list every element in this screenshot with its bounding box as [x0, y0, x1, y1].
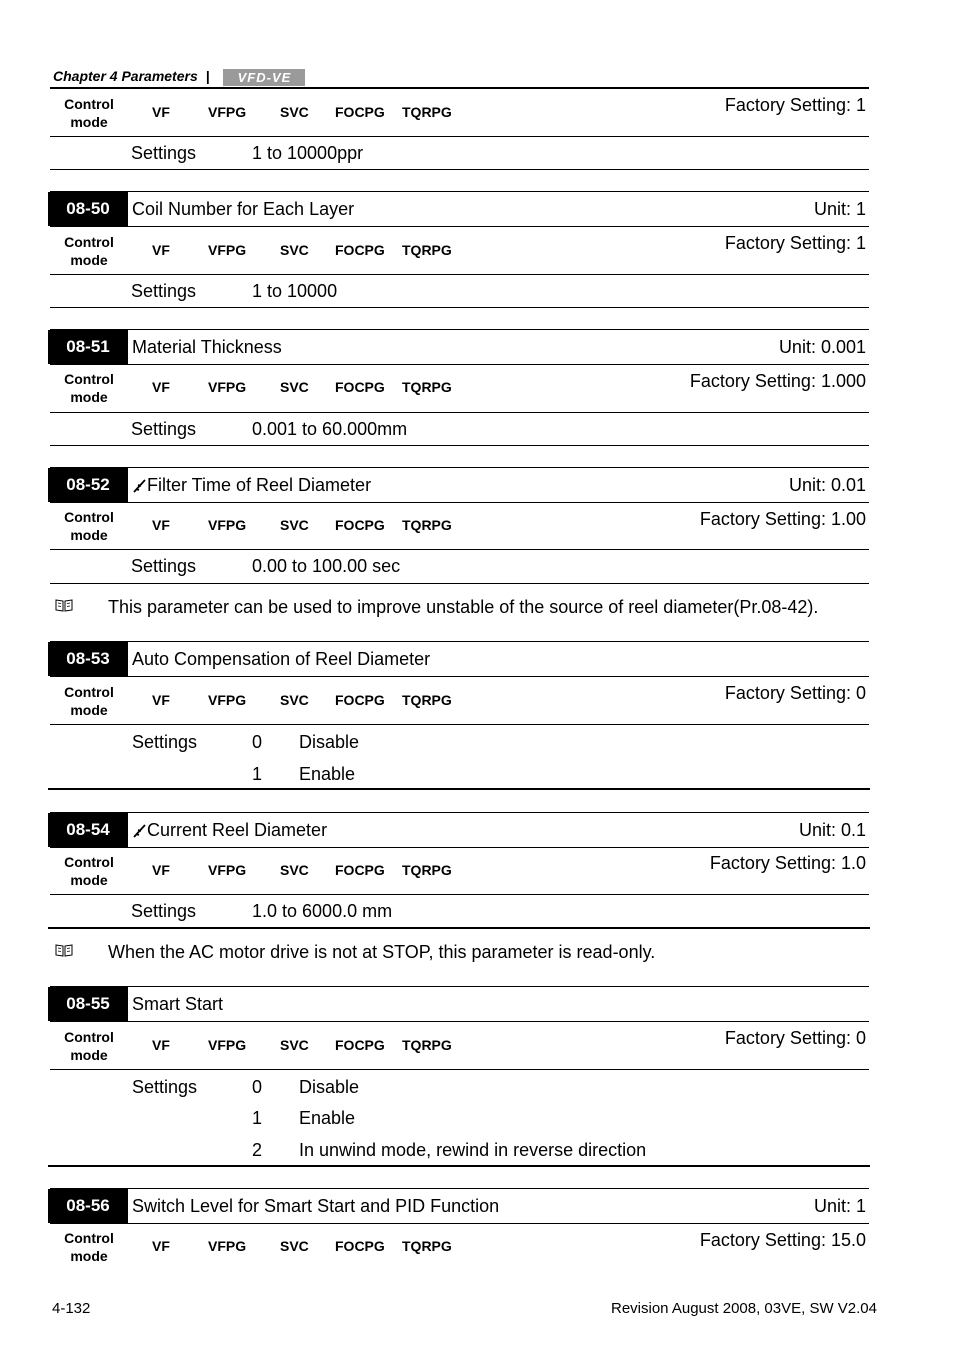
book-icon	[55, 944, 73, 957]
divider	[50, 847, 869, 848]
param-number: 08-56	[48, 1189, 128, 1223]
note-text: This parameter can be used to improve unstable of the source of reel diameter(Pr.08-42).	[108, 597, 819, 617]
settings-label: Settings	[131, 901, 197, 921]
control-mode-label: Control mode	[64, 234, 114, 268]
option-value: 1	[252, 764, 263, 784]
factory-setting: Factory Setting: 15.0	[699, 1230, 866, 1250]
mode-svc: SVC	[280, 517, 309, 533]
option-label: Enable	[299, 1108, 356, 1128]
mode-tqrpg: TQRPG	[402, 1238, 452, 1254]
mode-vf: VF	[152, 862, 170, 878]
divider	[50, 1223, 869, 1224]
mode-tqrpg: TQRPG	[402, 242, 452, 258]
param-number: 08-51	[48, 330, 128, 364]
mode-vf: VF	[152, 1238, 170, 1254]
settings-range: 0.001 to 60.000mm	[252, 419, 408, 439]
divider	[50, 136, 869, 137]
divider	[50, 894, 869, 895]
settings-range: 0.00 to 100.00 sec	[252, 556, 401, 576]
write-during-run-icon	[132, 823, 147, 838]
mode-tqrpg: TQRPG	[402, 692, 452, 708]
settings-label: Settings	[131, 281, 197, 301]
mode-vfpg: VFPG	[208, 517, 247, 533]
mode-tqrpg: TQRPG	[402, 104, 452, 120]
divider	[50, 502, 869, 503]
mode-svc: SVC	[280, 862, 309, 878]
factory-setting: Factory Setting: 1	[724, 233, 866, 253]
divider	[50, 1021, 869, 1022]
control-mode-label: Control mode	[64, 96, 114, 130]
mode-tqrpg: TQRPG	[402, 517, 452, 533]
mode-vfpg: VFPG	[208, 1238, 247, 1254]
settings-range: 1 to 10000	[252, 281, 338, 301]
factory-setting: Factory Setting: 0	[724, 683, 866, 703]
page-number: 4-132	[52, 1300, 91, 1317]
mode-tqrpg: TQRPG	[402, 379, 452, 395]
param-title-row	[132, 468, 371, 502]
param-title-row	[132, 813, 327, 847]
param-number: 08-55	[48, 987, 128, 1021]
note-text: When the AC motor drive is not at STOP, this parameter is read-only.	[108, 942, 656, 962]
divider	[50, 1069, 869, 1070]
control-mode-label: Control mode	[64, 509, 114, 543]
mode-tqrpg: TQRPG	[402, 862, 452, 878]
mode-vfpg: VFPG	[208, 862, 247, 878]
mode-vf: VF	[152, 1037, 170, 1053]
param-title: Filter Time of Reel Diameter	[147, 475, 372, 495]
factory-setting: Factory Setting: 1.0	[709, 853, 866, 873]
option-label: Disable	[299, 1077, 360, 1097]
divider	[48, 788, 870, 790]
param-unit: Unit: 1	[813, 1196, 866, 1216]
mode-svc: SVC	[280, 242, 309, 258]
settings-label: Settings	[132, 732, 198, 752]
divider	[50, 549, 869, 550]
control-mode-label: Control mode	[64, 1029, 114, 1063]
mode-focpg: FOCPG	[335, 379, 385, 395]
divider	[50, 676, 869, 677]
param-unit: Unit: 0.001	[778, 337, 866, 357]
settings-label: Settings	[131, 419, 197, 439]
factory-setting: Factory Setting: 1.00	[699, 509, 866, 529]
revision-info: Revision August 2008, 03VE, SW V2.04	[611, 1300, 877, 1317]
param-number: 08-50	[48, 192, 128, 226]
mode-tqrpg: TQRPG	[402, 1037, 452, 1053]
param-title: Coil Number for Each Layer	[132, 199, 355, 219]
mode-vfpg: VFPG	[208, 1037, 247, 1053]
option-label: Enable	[299, 764, 356, 784]
control-mode-label: Control mode	[64, 371, 114, 405]
settings-label: Settings	[131, 556, 197, 576]
mode-vf: VF	[152, 517, 170, 533]
option-value: 2	[252, 1140, 263, 1160]
factory-setting: Factory Setting: 1	[724, 95, 866, 115]
settings-range: 1.0 to 6000.0 mm	[252, 901, 393, 921]
mode-focpg: FOCPG	[335, 692, 385, 708]
mode-vfpg: VFPG	[208, 104, 247, 120]
divider	[50, 445, 869, 446]
mode-focpg: FOCPG	[335, 104, 385, 120]
mode-vfpg: VFPG	[208, 379, 247, 395]
param-number: 08-54	[48, 813, 128, 847]
mode-svc: SVC	[280, 379, 309, 395]
param-unit: Unit: 0.1	[798, 820, 866, 840]
mode-svc: SVC	[280, 1238, 309, 1254]
header-separator: |	[205, 68, 210, 84]
param-title: Switch Level for Smart Start and PID Function	[132, 1196, 500, 1216]
mode-vfpg: VFPG	[208, 692, 247, 708]
write-during-run-icon	[132, 478, 147, 493]
factory-setting: Factory Setting: 1.000	[689, 371, 866, 391]
divider	[50, 87, 869, 89]
settings-range: 1 to 10000ppr	[252, 143, 364, 163]
chapter-title: Chapter 4 Parameters	[53, 68, 198, 84]
param-title: Smart Start	[132, 994, 224, 1014]
mode-focpg: FOCPG	[335, 242, 385, 258]
param-title: Material Thickness	[132, 337, 282, 357]
divider	[50, 724, 869, 725]
mode-vf: VF	[152, 104, 170, 120]
mode-vf: VF	[152, 379, 170, 395]
divider	[50, 169, 869, 170]
settings-label: Settings	[132, 1077, 198, 1097]
mode-vf: VF	[152, 692, 170, 708]
divider	[48, 1165, 870, 1167]
control-mode-label: Control mode	[64, 854, 114, 888]
divider	[50, 364, 869, 365]
mode-focpg: FOCPG	[335, 862, 385, 878]
mode-focpg: FOCPG	[335, 517, 385, 533]
mode-focpg: FOCPG	[335, 1238, 385, 1254]
mode-svc: SVC	[280, 692, 309, 708]
factory-setting: Factory Setting: 0	[724, 1028, 866, 1048]
option-value: 0	[252, 732, 263, 752]
param-title: Auto Compensation of Reel Diameter	[132, 649, 431, 669]
divider	[50, 412, 869, 413]
mode-svc: SVC	[280, 104, 309, 120]
mode-svc: SVC	[280, 1037, 309, 1053]
mode-vfpg: VFPG	[208, 242, 247, 258]
mode-vf: VF	[152, 242, 170, 258]
control-mode-label: Control mode	[64, 684, 114, 718]
control-mode-label: Control mode	[64, 1230, 114, 1264]
divider	[50, 226, 869, 227]
divider	[48, 927, 870, 929]
vfd-ve-logo: VFD-VE	[223, 69, 305, 86]
divider	[50, 274, 869, 275]
settings-label: Settings	[131, 143, 197, 163]
option-value: 1	[252, 1108, 263, 1128]
param-title: Current Reel Diameter	[147, 820, 328, 840]
book-icon	[55, 599, 73, 612]
option-label: Disable	[299, 732, 360, 752]
option-label: In unwind mode, rewind in reverse direction	[299, 1140, 647, 1160]
param-number: 08-52	[48, 468, 128, 502]
param-unit: Unit: 0.01	[788, 475, 866, 495]
param-unit: Unit: 1	[813, 199, 866, 219]
divider	[50, 583, 869, 584]
divider	[50, 307, 869, 308]
param-number: 08-53	[48, 642, 128, 676]
chapter-header	[53, 68, 305, 86]
mode-focpg: FOCPG	[335, 1037, 385, 1053]
option-value: 0	[252, 1077, 263, 1097]
